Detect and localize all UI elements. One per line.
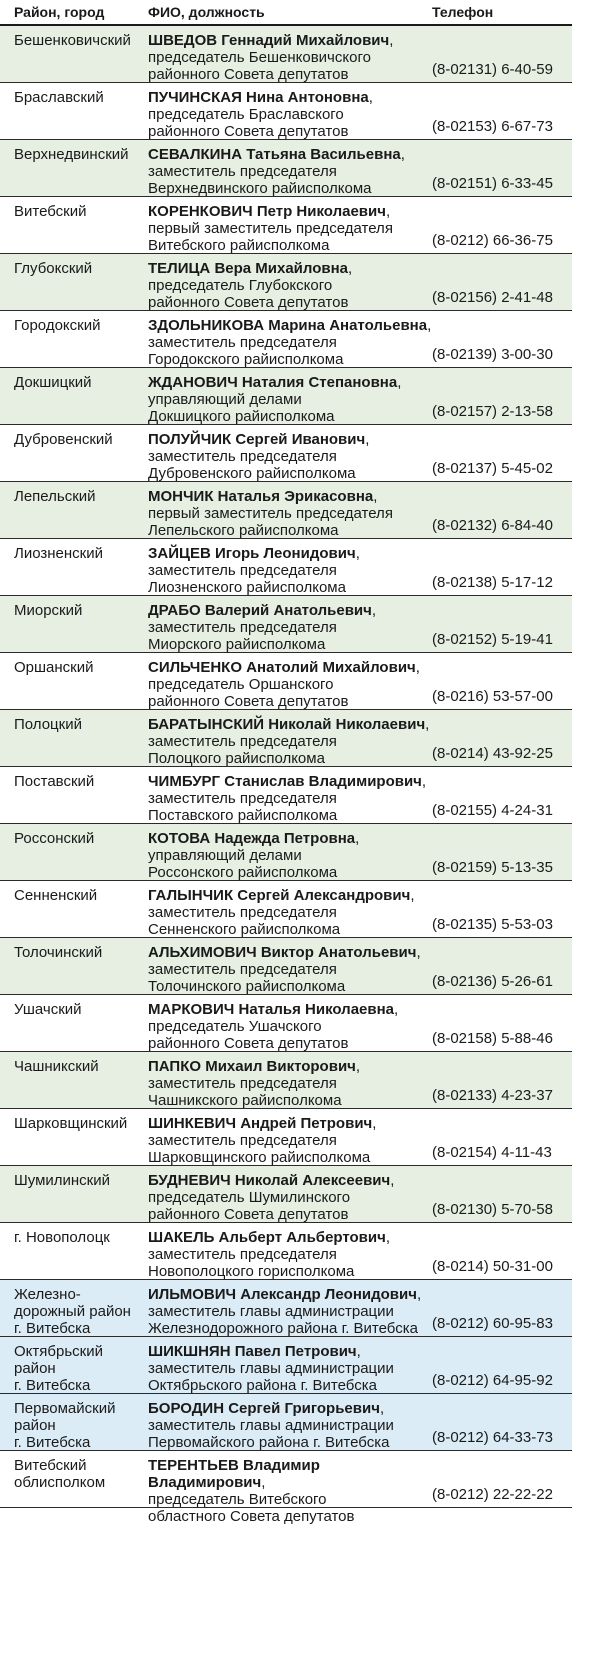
- person-given-names: Анатолий Михайлович: [246, 659, 416, 676]
- header-name: ФИО, должность: [148, 4, 265, 20]
- table-row: [0, 197, 572, 254]
- table-row: [0, 368, 572, 425]
- person-surname: ТЕРЕНТЬЕВ: [148, 1457, 239, 1474]
- district-cell: Первомайский район г. Витебска: [14, 1400, 116, 1451]
- person-given-names: Сергей Григорьевич: [228, 1400, 380, 1417]
- phone-cell: (8-02159) 5-13-35: [432, 859, 553, 876]
- phone-cell: (8-02132) 6-84-40: [432, 517, 553, 534]
- person-position: председатель Браславского районного Совета депутатов: [148, 106, 349, 140]
- person-surname: КОТОВА: [148, 830, 211, 847]
- person-surname: ШИНКЕВИЧ: [148, 1115, 237, 1132]
- person-surname: КОРЕНКОВИЧ: [148, 203, 253, 220]
- phone-cell: (8-0214) 50-31-00: [432, 1258, 553, 1275]
- person-given-names: Павел Петрович: [234, 1343, 357, 1360]
- district-cell: Шумилинский: [14, 1172, 111, 1189]
- person-given-names: Сергей Иванович: [235, 431, 366, 448]
- person-given-names: Владимир Владимирович: [148, 1457, 320, 1491]
- person-position: управляющий делами Докшицкого райисполкома: [148, 391, 335, 425]
- person-position: заместитель председателя Шарковщинского райисполкома: [148, 1132, 371, 1166]
- phone-cell: (8-0212) 64-95-92: [432, 1372, 553, 1389]
- table-row: [0, 482, 572, 539]
- person-position: заместитель председателя Полоцкого райисполкома: [148, 733, 337, 767]
- person-given-names: Вера Михайловна: [214, 260, 349, 277]
- person-cell: ШАКЕЛЬ Альберт Альбертович, заместитель председателя Новополоцкого горисполкома: [148, 1229, 438, 1280]
- person-cell: ЧИМБУРГ Станислав Владимирович, заместитель председателя Поставского райисполкома: [148, 773, 438, 824]
- person-surname: ДРАБО: [148, 602, 201, 619]
- person-position: председатель Витебского областного Совета депутатов: [148, 1491, 355, 1525]
- person-surname: ШАКЕЛЬ: [148, 1229, 215, 1246]
- phone-cell: (8-02157) 2-13-58: [432, 403, 553, 420]
- table-row: [0, 1394, 572, 1451]
- person-position: заместитель главы администрации Железнодорожного района г. Витебска: [148, 1303, 418, 1337]
- person-given-names: Надежда Петровна: [214, 830, 356, 847]
- person-surname: ЗАЙЦЕВ: [148, 545, 211, 562]
- person-position: заместитель председателя Дубровенского райисполкома: [148, 448, 356, 482]
- header-phone: Телефон: [432, 4, 494, 20]
- person-cell: ПАПКО Михаил Викторович, заместитель председателя Чашникского райисполкома: [148, 1058, 438, 1109]
- phone-cell: (8-02137) 5-45-02: [432, 460, 553, 477]
- table-row: [0, 767, 572, 824]
- person-cell: ГАЛЫНЧИК Сергей Александрович, заместитель председателя Сенненского райисполкома: [148, 887, 438, 938]
- district-cell: Глубокский: [14, 260, 93, 277]
- person-surname: ИЛЬМОВИЧ: [148, 1286, 237, 1303]
- district-cell: Витебский: [14, 203, 87, 220]
- phone-cell: (8-02138) 5-17-12: [432, 574, 553, 591]
- phone-cell: (8-02133) 4-23-37: [432, 1087, 553, 1104]
- table-row: [0, 653, 572, 710]
- person-position: председатель Ушачского районного Совета депутатов: [148, 1018, 349, 1052]
- person-position: заместитель председателя Поставского райисполкома: [148, 790, 338, 824]
- phone-cell: (8-0212) 22-22-22: [432, 1486, 553, 1503]
- person-surname: БАРАТЫНСКИЙ: [148, 716, 265, 733]
- person-cell: ТЕРЕНТЬЕВ Владимир Владимирович, председатель Витебского областного Совета депутатов: [148, 1457, 438, 1525]
- table-header: [0, 0, 572, 26]
- person-given-names: Игорь Леонидович: [214, 545, 356, 562]
- person-cell: БУДНЕВИЧ Николай Алексеевич, председатель Шумилинского районного Совета депутатов: [148, 1172, 438, 1223]
- phone-cell: (8-02153) 6-67-73: [432, 118, 553, 135]
- district-cell: Полоцкий: [14, 716, 82, 733]
- person-given-names: Николай Алексеевич: [234, 1172, 391, 1189]
- phone-cell: (8-0212) 60-95-83: [432, 1315, 553, 1332]
- person-cell: ШВЕДОВ Геннадий Михайлович, председатель Бешенковичского районного Совета депутатов: [148, 32, 438, 83]
- phone-cell: (8-02158) 5-88-46: [432, 1030, 553, 1047]
- phone-cell: (8-02152) 5-19-41: [432, 631, 553, 648]
- table-row: [0, 824, 572, 881]
- person-given-names: Валерий Анатольевич: [204, 602, 372, 619]
- district-cell: Миорский: [14, 602, 83, 619]
- person-position: заместитель председателя Лиозненского райисполкома: [148, 562, 346, 596]
- district-cell: Лиозненский: [14, 545, 104, 562]
- person-position: первый заместитель председателя Лепельского райисполкома: [148, 505, 393, 539]
- table-row: [0, 1223, 572, 1280]
- person-surname: ЗДОЛЬНИКОВА: [148, 317, 265, 334]
- person-cell: МОНЧИК Наталья Эрикасовна, первый заместитель председателя Лепельского райисполкома: [148, 488, 438, 539]
- person-cell: БОРОДИН Сергей Григорьевич, заместитель главы администрации Первомайского района г. Витебска: [148, 1400, 438, 1451]
- person-position: заместитель председателя Толочинского райисполкома: [148, 961, 346, 995]
- table-row: [0, 1280, 572, 1337]
- person-cell: ШИНКЕВИЧ Андрей Петрович, заместитель председателя Шарковщинского райисполкома: [148, 1115, 438, 1166]
- person-cell: ТЕЛИЦА Вера Михайловна, председатель Глубокского районного Совета депутатов: [148, 260, 438, 311]
- person-given-names: Татьяна Васильевна: [246, 146, 401, 163]
- phone-cell: (8-0212) 64-33-73: [432, 1429, 553, 1446]
- person-position: председатель Глубокского районного Совета депутатов: [148, 277, 349, 311]
- person-surname: СИЛЬЧЕНКО: [148, 659, 242, 676]
- person-cell: СЕВАЛКИНА Татьяна Васильевна, заместитель председателя Верхнедвинского райисполкома: [148, 146, 438, 197]
- person-given-names: Александр Леонидович: [240, 1286, 417, 1303]
- person-given-names: Марина Анатольевна: [268, 317, 428, 334]
- district-cell: Железно- дорожный район г. Витебска: [14, 1286, 131, 1337]
- district-cell: Толочинский: [14, 944, 103, 961]
- person-surname: СЕВАЛКИНА: [148, 146, 243, 163]
- person-surname: ПОЛУЙЧИК: [148, 431, 232, 448]
- person-position: управляющий делами Россонского райисполкома: [148, 847, 338, 881]
- person-cell: КОРЕНКОВИЧ Петр Николаевич, первый заместитель председателя Витебского райисполкома: [148, 203, 438, 254]
- phone-cell: (8-02136) 5-26-61: [432, 973, 553, 990]
- person-cell: КОТОВА Надежда Петровна, управляющий делами Россонского райисполкома: [148, 830, 438, 881]
- district-cell: Дубровенский: [14, 431, 113, 448]
- person-cell: ЖДАНОВИЧ Наталия Степановна, управляющий делами Докшицкого райисполкома: [148, 374, 438, 425]
- person-position: заместитель главы администрации Первомайского района г. Витебска: [148, 1417, 394, 1451]
- district-cell: Россонский: [14, 830, 95, 847]
- district-cell: Оршанский: [14, 659, 94, 676]
- table-row: [0, 1166, 572, 1223]
- table-row: [0, 1451, 572, 1525]
- person-position: заместитель председателя Сенненского райисполкома: [148, 904, 341, 938]
- table-row: [0, 995, 572, 1052]
- district-cell: Докшицкий: [14, 374, 92, 391]
- table-row: [0, 425, 572, 482]
- person-given-names: Станислав Владимирович: [224, 773, 422, 790]
- district-cell: Шарковщинский: [14, 1115, 128, 1132]
- person-position: председатель Шумилинского районного Совета депутатов: [148, 1189, 351, 1223]
- person-given-names: Сергей Александрович: [237, 887, 411, 904]
- person-cell: ПОЛУЙЧИК Сергей Иванович, заместитель председателя Дубровенского райисполкома: [148, 431, 438, 482]
- person-position: заместитель председателя Миорского райисполкома: [148, 619, 337, 653]
- district-cell: Бешенковичский: [14, 32, 131, 49]
- district-cell: Браславский: [14, 89, 104, 106]
- person-surname: МОНЧИК: [148, 488, 214, 505]
- phone-cell: (8-02156) 2-41-48: [432, 289, 553, 306]
- person-position: заместитель председателя Городокского райисполкома: [148, 334, 344, 368]
- person-cell: ЗАЙЦЕВ Игорь Леонидович, заместитель председателя Лиозненского райисполкома: [148, 545, 438, 596]
- person-given-names: Виктор Анатольевич: [260, 944, 417, 961]
- person-surname: БОРОДИН: [148, 1400, 225, 1417]
- person-given-names: Михаил Викторович: [205, 1058, 356, 1075]
- district-cell: Лепельский: [14, 488, 96, 505]
- table-row: [0, 140, 572, 197]
- table-row: [0, 1337, 572, 1394]
- table-row: [0, 83, 572, 140]
- table-row: [0, 596, 572, 653]
- person-surname: ГАЛЫНЧИК: [148, 887, 234, 904]
- district-cell: г. Новополоцк: [14, 1229, 110, 1246]
- phone-cell: (8-0216) 53-57-00: [432, 688, 553, 705]
- person-surname: ПУЧИНСКАЯ: [148, 89, 242, 106]
- phone-cell: (8-02154) 4-11-43: [432, 1144, 552, 1161]
- person-position: заместитель председателя Чашникского райисполкома: [148, 1075, 342, 1109]
- person-position: заместитель главы администрации Октябрьского района г. Витебска: [148, 1360, 394, 1394]
- person-given-names: Петр Николаевич: [256, 203, 386, 220]
- phone-cell: (8-02131) 6-40-59: [432, 61, 553, 78]
- phone-cell: (8-02155) 4-24-31: [432, 802, 553, 819]
- person-cell: ДРАБО Валерий Анатольевич, заместитель председателя Миорского райисполкома: [148, 602, 438, 653]
- person-cell: ШИКШНЯН Павел Петрович, заместитель главы администрации Октябрьского района г. Витебска: [148, 1343, 438, 1394]
- person-cell: ПУЧИНСКАЯ Нина Антоновна, председатель Браславского районного Совета депутатов: [148, 89, 438, 140]
- person-cell: АЛЬХИМОВИЧ Виктор Анатольевич, заместитель председателя Толочинского райисполкома: [148, 944, 438, 995]
- person-surname: ПАПКО: [148, 1058, 202, 1075]
- phone-cell: (8-02139) 3-00-30: [432, 346, 553, 363]
- person-position: заместитель председателя Новополоцкого горисполкома: [148, 1246, 355, 1280]
- phone-cell: (8-0212) 66-36-75: [432, 232, 553, 249]
- person-surname: МАРКОВИЧ: [148, 1001, 235, 1018]
- district-cell: Верхнедвинский: [14, 146, 129, 163]
- person-given-names: Альберт Альбертович: [218, 1229, 386, 1246]
- person-position: председатель Бешенковичского районного Совета депутатов: [148, 49, 371, 83]
- person-given-names: Наталия Степановна: [241, 374, 398, 391]
- person-given-names: Николай Николаевич: [268, 716, 426, 733]
- phone-cell: (8-0214) 43-92-25: [432, 745, 553, 762]
- person-surname: ТЕЛИЦА: [148, 260, 211, 277]
- person-cell: ИЛЬМОВИЧ Александр Леонидович, заместитель главы администрации Железнодорожного района г. Витебска: [148, 1286, 438, 1337]
- person-given-names: Геннадий Михайлович: [221, 32, 390, 49]
- person-given-names: Наталья Николаевна: [238, 1001, 395, 1018]
- table-row: [0, 254, 572, 311]
- district-cell: Чашникский: [14, 1058, 99, 1075]
- person-surname: ШВЕДОВ: [148, 32, 218, 49]
- person-position: заместитель председателя Верхнедвинского райисполкома: [148, 163, 372, 197]
- district-cell: Поставский: [14, 773, 95, 790]
- table-body: [0, 26, 572, 1525]
- table-row: [0, 539, 572, 596]
- person-surname: АЛЬХИМОВИЧ: [148, 944, 257, 961]
- table-row: [0, 1109, 572, 1166]
- district-cell: Сенненский: [14, 887, 98, 904]
- person-position: первый заместитель председателя Витебского райисполкома: [148, 220, 393, 254]
- table-row: [0, 311, 572, 368]
- district-cell: Городокский: [14, 317, 101, 334]
- district-cell: Ушачский: [14, 1001, 82, 1018]
- phone-cell: (8-02135) 5-53-03: [432, 916, 553, 933]
- person-cell: МАРКОВИЧ Наталья Николаевна, председатель Ушачского районного Совета депутатов: [148, 1001, 438, 1052]
- table-row: [0, 938, 572, 995]
- person-surname: ЖДАНОВИЧ: [148, 374, 238, 391]
- table-row: [0, 710, 572, 767]
- district-cell: Витебский облисполком: [14, 1457, 106, 1491]
- person-surname: ШИКШНЯН: [148, 1343, 231, 1360]
- person-surname: БУДНЕВИЧ: [148, 1172, 231, 1189]
- header-district: Район, город: [14, 4, 105, 20]
- person-surname: ЧИМБУРГ: [148, 773, 221, 790]
- table-row: [0, 1052, 572, 1109]
- phone-cell: (8-02130) 5-70-58: [432, 1201, 553, 1218]
- person-position: председатель Оршанского районного Совета депутатов: [148, 676, 349, 710]
- phone-cell: (8-02151) 6-33-45: [432, 175, 553, 192]
- table-row: [0, 881, 572, 938]
- district-cell: Октябрьский район г. Витебска: [14, 1343, 103, 1394]
- person-cell: БАРАТЫНСКИЙ Николай Николаевич, заместитель председателя Полоцкого райисполкома: [148, 716, 438, 767]
- person-given-names: Андрей Петрович: [240, 1115, 373, 1132]
- person-cell: ЗДОЛЬНИКОВА Марина Анатольевна, заместитель председателя Городокского райисполкома: [148, 317, 438, 368]
- table-row: [0, 26, 572, 83]
- person-cell: СИЛЬЧЕНКО Анатолий Михайлович, председатель Оршанского районного Совета депутатов: [148, 659, 438, 710]
- person-given-names: Нина Антоновна: [246, 89, 369, 106]
- person-given-names: Наталья Эрикасовна: [217, 488, 374, 505]
